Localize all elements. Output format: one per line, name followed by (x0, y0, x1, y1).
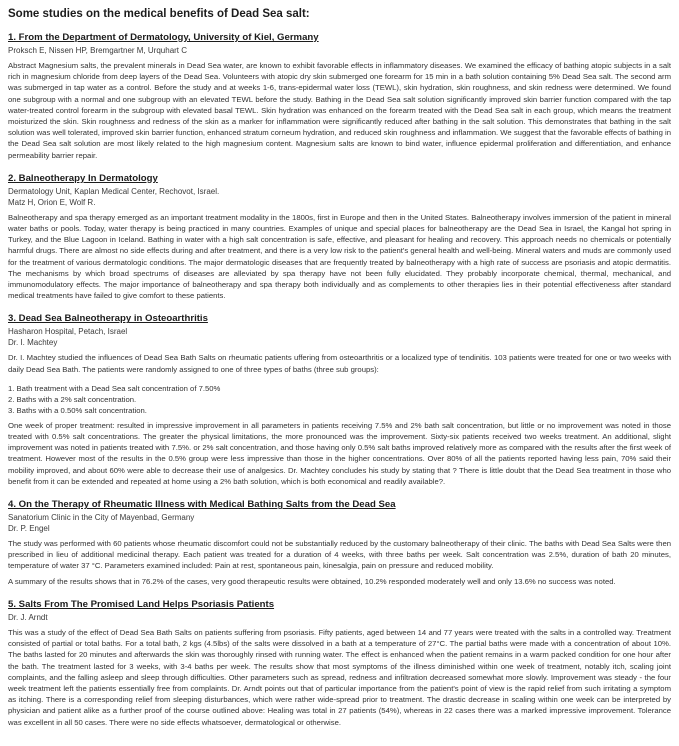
results-paragraph: One week of proper treatment: resulted in impressive improvement in all parameters in patients receiving 7.5% and 2% bath salt concentration, but little or no improvement was noted in those treated with 0.5% salt concentrations. The greater the physical limitations, the more pronounced was the improvement. Sixty-six patients received two weeks treatment. An additional, slight improvement was noted in patients treated with 7.5%. or 2% salt concentration, and those having only 0.5% salt baths improved relatively more as compared with the results after the first week of treatment. However most of the results in the 0.5% group were less impressive than those in the higher concentrations. Over 80% of all the patients reported having less pain, 70% said their mobility improved, and about 60% were able to decrease their use of analgesics. Dr. Machtey concludes his study by stating that ? There is little doubt that the Dead Sea treatment in those who benefit from it can be extended and repeated at home using a 2% bath solution, which is both economical and readily available?. (8, 420, 671, 486)
list-item: 2. Baths with a 2% salt concentration. (8, 394, 137, 404)
page-title: Some studies on the medical benefits of Dead Sea salt: (8, 8, 310, 20)
section-heading: 3. Dead Sea Balneotherapy in Osteoarthritis (8, 313, 208, 325)
body-paragraph: The study was performed with 60 patients whose rheumatic discomfort could not be substantially reduced by the customary balneotherapy of their clinic. The baths with Dead Sea Salts were then prescribed in lieu of additional medicinal therapy. Each patient was treated for a duration of 4 weeks, with three baths per week. Salt concentration was 2.5%, duration of bath 20 minutes, temperature of water 37 °C. Parameters examined included: Pain at rest, spontaneous pain, kinesalgia, pain on pressure and reduced mobility. (8, 539, 671, 571)
affiliation-line: Sanatorium Clinic in the City of Mayenbad, Germany (8, 513, 195, 523)
affiliation-line: Dermatology Unit, Kaplan Medical Center, Rechovot, Israel. (8, 186, 220, 196)
section-rheumatic-illness (8, 499, 671, 587)
section-psoriasis (8, 599, 671, 728)
authors-line: Dr. J. Arndt (8, 612, 48, 622)
authors-line: Matz H, Orion E, Wolf R. (8, 197, 96, 207)
section-heading: 2. Balneotherapy In Dermatology (8, 172, 158, 184)
intro-paragraph: Dr. I. Machtey studied the influences of Dead Sea Bath Salts on rheumatic patients uffering from osteoarthritis or a localized type of tendinitis. 103 patients were treated for one or two weeks with daily Dead Sea Bath. The patients were randomly assigned to one of three types of baths (three sub groups): (8, 353, 671, 374)
body-paragraph: Balneotherapy and spa therapy emerged as an important treatment modality in the 1800s, first in Europe and then in the United States. Balneotherapy involves immersion of the patient in mineral water baths or pools. Today, water therapy is being practiced in many countries. Examples of unique and special places for balneotherapy are the Dead Sea in Israel, the Kangal hot spring in Turkey, and the Blue Lagoon in Iceland. Bathing in water with a high salt concentration is safe, effective, and pleasant for healing and recovery. This approach needs no chemicals or potentially harmful drugs. There are almost no side effects during and after treatment, and there is a very low risk to the patient's general health and well-being. Mineral waters and muds are commonly used for the treatment of various dermatologic conditions. The major dermatologic diseases that are frequently treated by balneotherapy with a high rate of success are psoriasis and atopic dermatitis. The mechanisms by which broad spectrums of diseases are alleviated by spa therapy have not been fully elucidated. They probably incorporate chemical, thermal, mechanical, and immunomodulatory effects. The major importance of balneotherapy and spa therapy both individually and as complements to other therapies lies in their potential effectiveness after standard medical treatments have failed to give comfort to these patients. (8, 212, 671, 301)
authors-line: Dr. I. Machtey (8, 338, 58, 348)
list-item: 1. Bath treatment with a Dead Sea salt concentration of 7.50% (8, 383, 221, 393)
section-heading: 5. Salts From The Promised Land Helps Psoriasis Patients (8, 598, 275, 610)
abstract-paragraph: Abstract Magnesium salts, the prevalent minerals in Dead Sea water, are known to exhibit favorable effects in inflammatory diseases. We examined the efficacy of bathing atopic subjects in a salt rich in magnesium chloride from deep layers of the Dead Sea. Volunteers with atopic dry skin submerged one forearm for 15 min in a bath solution containing 5% Dead Sea salt. The second arm was submerged in tap water as a control. Before the study and at weeks 1-6, trans-epidermal water loss (TEWL), skin hydration, skin roughness, and skin redness were determined. We found one subgroup with a normal and one subgroup with an elevated TEWL before the study. Bathing in the Dead Sea salt solution significantly improved skin barrier function compared with the tap water-treated control forearm in the subgroup with elevated basal TEWL. Skin hydration was enhanced on the forearm treated with the Dead Sea salt in each group, which means the treatment moisturized the skin. Skin roughness and redness of the skin as a marker for inflammation were significantly reduced after bathing in the salt solution. This demonstrates that bathing in the salt solution was well tolerated, improved skin barrier function, enhanced stratum corneum hydration, and reduced skin roughness and inflammation. We suggest that the favorable effects of bathing in the Dead Sea salt solution are most likely related to the high magnesium content. Magnesium salts are known to bind water, influence epidermal proliferation and differentiation, and enhance permeability barrier repair. (8, 61, 671, 160)
section-heading: 4. On the Therapy of Rheumatic Illness with Medical Bathing Salts from the Dead Sea (8, 499, 396, 511)
authors-line: Proksch E, Nissen HP, Bremgartner M, Urquhart C (8, 46, 188, 55)
section-osteoarthritis (8, 313, 671, 487)
section-balneotherapy-dermatology (8, 173, 671, 302)
authors-line: Dr. P. Engel (8, 524, 50, 534)
affiliation-line: Hasharon Hospital, Petach, Israel (8, 327, 128, 337)
summary-paragraph: A summary of the results shows that in 76.2% of the cases, very good therapeutic results were obtained, 10.2% responded moderately well and only 13.6% no success was noted. (8, 576, 616, 586)
section-kiel-dermatology (8, 32, 671, 161)
list-item: 3. Baths with a 0.50% salt concentration. (8, 405, 147, 415)
section-heading: 1. From the Department of Dermatology, University of Kiel, Germany (8, 32, 319, 43)
body-paragraph: This was a study of the effect of Dead Sea Bath Salts on patients suffering from psoriasis. Fifty patients, aged between 14 and 77 years were treated with the salts in a controlled way. Treatment consisted of partial or total baths. For a total bath, 2 kgs (4.5lbs) of the salts were dissolved in a bath at a temperature of 27°C. The partial baths were made with a concentration of about 10%. The baths lasted for 20 minutes and afterwards the skin was thoroughly rinsed with running water. The effect is enhanced when the patient remains in a warm packed condition for one hour after the bath. The treatment lasted for 3 weeks, with 3-4 baths per week. The results show that most symptoms of the illness diminished within one week of treatment, notably itch, scaling joint complaints, and the falling asleep and sleep through difficulties. Other parameters such as spread, redness and infiltration decreased somewhat more slowly. Improvement was steady - the four week treatment left the patients essentially free from complaints. Dr. Arndt points out that of particular importance from the patient's point of view is the rapid relief from such irritating a symptom as itching. There is a corresponding relief from sleeping disturbances, which were rather wide-spread prior to treatment. The drastic decrease in scaling within one week can be interpreted by physician and patient alike as a further proof of the course outlined above: Healing was total in 27 patients (54%), whereas in 22 cases there was a marked impressive improvement. Tolerance was excellent in all 50 cases. There were no side effects whatsoever, dermatological or otherwise. (8, 627, 671, 727)
bath-groups-list (8, 383, 671, 416)
